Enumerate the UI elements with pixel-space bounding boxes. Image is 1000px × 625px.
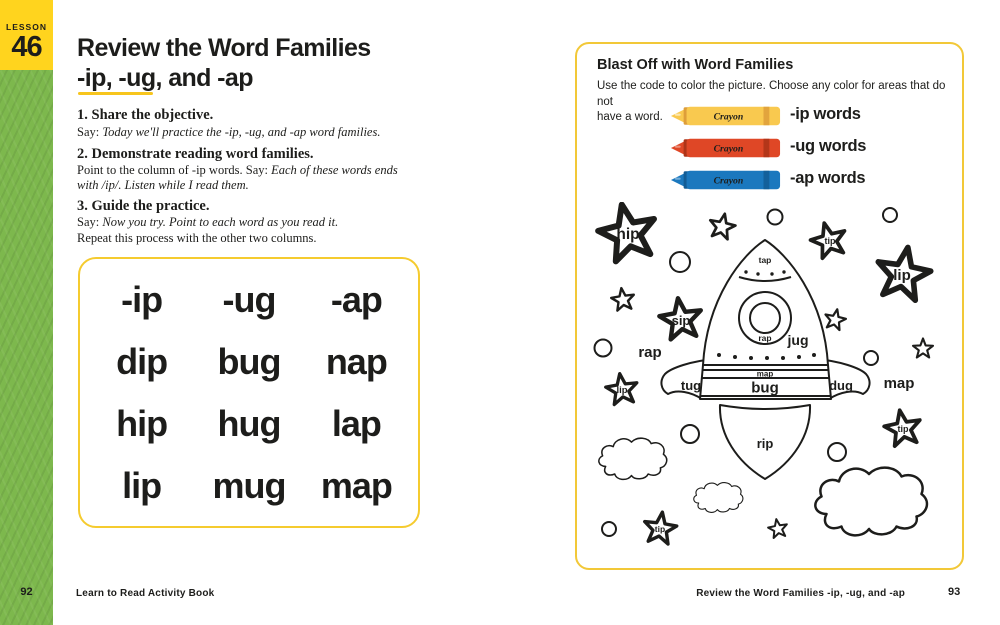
crayon-word: Crayon (713, 175, 744, 187)
dot-circle (883, 208, 897, 222)
page-number-left: 92 (20, 586, 33, 598)
key-label-ug: -ug words (790, 137, 867, 155)
floating-word-map: map (883, 375, 915, 392)
word-table-header: -ip (121, 279, 163, 320)
star-sip-label: sip (671, 313, 691, 328)
word-table-header: -ap (330, 279, 382, 320)
star-lip-left-label: lip (616, 385, 628, 396)
star-tip-right-label: tip (897, 424, 909, 434)
step2-script-b: with /ip/. Listen while I read them. (77, 177, 249, 192)
step1-text (77, 125, 427, 140)
word-family-table (78, 257, 420, 528)
word-table-cell: nap (325, 341, 387, 382)
page-title (77, 33, 371, 93)
step3-text (77, 215, 427, 230)
word-table-cell: lap (331, 403, 381, 444)
crayon-blue-icon (670, 168, 782, 192)
word-table-cell: hug (217, 403, 281, 444)
crayon-word: Crayon (713, 111, 744, 123)
lesson-badge (0, 0, 53, 70)
sidebar-green-texture (0, 0, 53, 625)
word-table-header: -ug (222, 279, 276, 320)
page-number-right: 93 (948, 586, 961, 598)
rocket-nose-label: tap (758, 255, 772, 265)
star-tip-top-label: tip (824, 236, 836, 246)
dot-circle (864, 351, 878, 365)
dot-circle (828, 443, 846, 461)
step3-script: Now you try. Point to each word as you read it. (102, 215, 339, 229)
title-underline (78, 92, 153, 95)
star-lip-right-label: lip (893, 267, 911, 284)
lesson-number: 46 (11, 31, 42, 63)
cloud (815, 468, 927, 536)
rocket-window-inner (750, 303, 780, 333)
star-small (823, 307, 848, 331)
step2-script-a: Each of these words ends (271, 163, 398, 177)
star-small (610, 287, 636, 312)
step1-heading: 1. Share the objective. (77, 107, 214, 123)
step1-say: Say: (77, 125, 103, 139)
star-hip-label: hip (616, 226, 640, 243)
star-tip-bottom-label: tip (654, 524, 666, 534)
step2-say: Point to the column of -ip words. Say: (77, 163, 272, 177)
crayon-word: Crayon (713, 143, 744, 155)
cloud (599, 438, 667, 479)
cloud (694, 483, 743, 513)
floating-word-rap: rap (638, 344, 662, 361)
page-title-line2: -ip, -ug, and -ap (77, 64, 253, 92)
rocket-band-bug-label: bug (751, 379, 779, 397)
word-table-cell: dip (116, 341, 168, 382)
rocket-band-map-label: map (756, 369, 774, 379)
step3-text2: Repeat this process with the other two columns. (77, 231, 317, 245)
key-label-ip: -ip words (790, 105, 861, 123)
word-table-cell: map (320, 465, 392, 506)
word-table-cell: lip (122, 465, 162, 506)
rocket-window-label: rap (758, 333, 772, 343)
step3-heading: 3. Guide the practice. (77, 198, 210, 214)
activity-title: Blast Off with Word Families (597, 57, 794, 73)
word-table-cell: bug (217, 341, 281, 382)
step1-script: Today we'll practice the -ip, -ug, and -ap word families. (102, 125, 381, 139)
crayon-yellow-icon (670, 104, 782, 128)
rocket-body-label: jug (787, 332, 809, 348)
dot-circle (595, 340, 612, 357)
step3-say: Say: (77, 215, 103, 229)
rocket-fin-right-label: dug (829, 378, 853, 393)
footer-book-title: Learn to Read Activity Book (76, 588, 215, 599)
instructions-line1: Use the code to color the picture. Choose any color for areas that do not (597, 80, 946, 108)
footer-section-title: Review the Word Families -ip, -ug, and -ap (696, 588, 905, 599)
rocket-flame-label: rip (756, 436, 774, 451)
rocket-coloring-illustration (585, 202, 965, 570)
dot-circle (670, 252, 690, 272)
key-label-ap: -ap words (790, 169, 866, 187)
dot-circle (602, 522, 616, 536)
activity-box (575, 42, 964, 570)
step2-heading: 2. Demonstrate reading word families. (77, 146, 314, 162)
star-small (707, 211, 737, 240)
rocket-fin-left-label: tug (680, 378, 702, 393)
step2-text (77, 163, 427, 192)
star-small (767, 518, 789, 539)
star-small (913, 339, 933, 358)
word-table-cell: mug (212, 465, 286, 506)
dot-circle (681, 425, 699, 443)
page-title-line1: Review the Word Families (77, 34, 371, 62)
lesson-label: LESSON (6, 22, 47, 32)
crayon-red-icon (670, 136, 782, 160)
word-table-cell: hip (116, 403, 168, 444)
instructions-line2: have a word. (597, 111, 663, 123)
dot-circle (768, 210, 783, 225)
